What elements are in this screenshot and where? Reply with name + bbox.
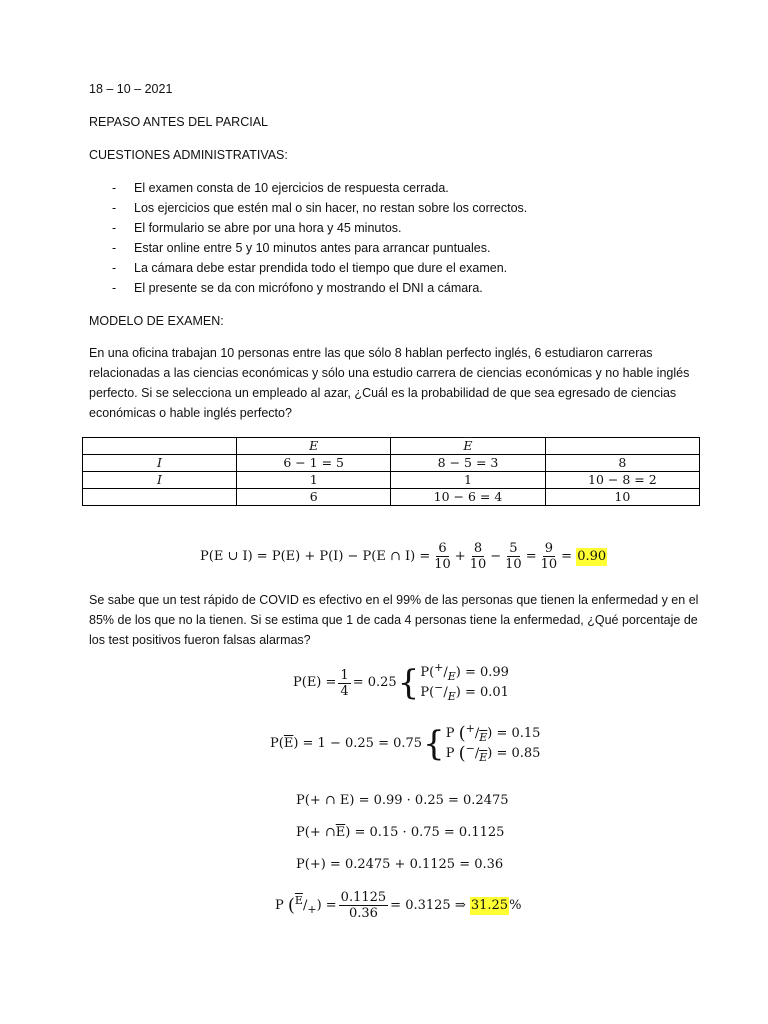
list-item	[112, 178, 527, 198]
bullet-list	[112, 178, 527, 298]
table-cell: $\overline{I}$	[83, 472, 237, 489]
formula-lhs: P(E ∪ I) = P(E) + P(I) − P(E ∩ I) =	[200, 548, 431, 564]
table-row	[83, 489, 700, 506]
fraction: $\frac{9}{10}$	[540, 541, 558, 572]
highlighted-result: 0.90	[577, 548, 607, 564]
heading-cuestiones: CUESTIONES ADMINISTRATIVAS:	[89, 148, 288, 162]
table-cell: I	[83, 455, 237, 472]
bullet-dash: -	[112, 241, 117, 255]
table-cell: 6	[237, 489, 391, 506]
document-date: 18 – 10 – 2021	[89, 82, 173, 96]
bullet-text: Los ejercicios que estén mal o sin hacer, no restan sobre los correctos.	[134, 201, 528, 215]
fraction: $\frac{6}{10}$	[434, 541, 451, 572]
formula-final: P ( $\overline{E}$ / + ) = $\frac{0.1125}{0.36}$ = 0.3125 ⇒ 31.25 %	[275, 890, 522, 921]
table-row	[83, 438, 700, 455]
list-item	[112, 238, 527, 258]
bullet-text: La cámara debe estar prendida todo el tiempo que dure el examen.	[134, 261, 508, 275]
highlighted-result: 31.25	[470, 897, 509, 913]
table-cell: 1	[391, 472, 545, 489]
table-cell	[83, 489, 237, 506]
contingency-table	[82, 437, 700, 506]
problem-2-text: Se sabe que un test rápido de COVID es efectivo en el 99% de las personas que tienen la enfermedad y en el 85% de los que no la tienen. Si se estima que 1 de cada 4 personas tiene la enfermedad, ¿Qué porcentaje de los test positivos fueron falsas alarmas?	[89, 593, 699, 647]
bullet-dash: -	[112, 221, 117, 235]
bullet-text: Estar online entre 5 y 10 minutos antes para arrancar puntuales.	[134, 241, 491, 255]
bullet-dash: -	[112, 181, 117, 195]
fraction: $\frac{8}{10}$	[469, 541, 487, 572]
conditional-cases: P ( + / $\overline{E}$ ) = 0.15 P ( − / $\overline{E}$ ) = 0.85	[445, 722, 541, 764]
formula-p-plus-and-not-e: P(+ ∩ $\overline{E}$ ) = 0.15 · 0.75 = 0.1125	[296, 825, 505, 840]
fraction: $\frac{1}{4}$	[340, 667, 349, 699]
table-cell: 10 − 6 = 4	[391, 489, 545, 506]
table-cell: $\overline{E}$	[391, 438, 545, 455]
fraction: $\frac{0.1125}{0.36}$	[340, 890, 387, 921]
table-row	[83, 472, 700, 489]
table-cell	[545, 438, 699, 455]
bullet-dash: -	[112, 281, 117, 295]
bullet-dash: -	[112, 201, 117, 215]
formula-p-not-e: P( $\overline{E}$ ) = 1 − 0.25 = 0.75 { P ( + / $\overline{E}$ ) = 0.15 P ( − / $\overline{E}$ ) = 0.85	[270, 722, 541, 764]
table-cell: 6 − 1 = 5	[237, 455, 391, 472]
list-item	[112, 198, 527, 218]
bullet-dash: -	[112, 261, 117, 275]
list-item	[112, 218, 527, 238]
bullet-text: El formulario se abre por una hora y 45 minutos.	[134, 221, 402, 235]
table-cell: 1	[237, 472, 391, 489]
formula-union: P(E ∪ I) = P(E) + P(I) − P(E ∩ I) = $\frac{6}{10}$ + $\frac{8}{10}$ − $\frac{5}{10}$ = $\frac{9}{10}$ = 0.90	[200, 541, 607, 572]
formula-p-plus: P(+) = 0.2475 + 0.1125 = 0.36	[296, 857, 504, 872]
formula-p-plus-and-e: P(+ ∩ E) = 0.99 · 0.25 = 0.2475	[296, 793, 509, 808]
list-item	[112, 278, 527, 298]
fraction: $\frac{5}{10}$	[505, 541, 522, 572]
table-cell	[83, 438, 237, 455]
formula-p-e: P(E) = $\frac{1}{4}$ = 0.25 { P ( + / E ) = 0.99 P ( − / E ) = 0.01	[293, 661, 509, 703]
heading-repaso: REPASO ANTES DEL PARCIAL	[89, 115, 268, 129]
table-row	[83, 455, 700, 472]
heading-modelo: MODELO DE EXAMEN:	[89, 314, 224, 328]
table-cell: E	[237, 438, 391, 455]
table-cell: 8	[545, 455, 699, 472]
table-cell: 8 − 5 = 3	[391, 455, 545, 472]
table-cell: 10 − 8 = 2	[545, 472, 699, 489]
brace: {	[397, 663, 420, 703]
table-cell: 10	[545, 489, 699, 506]
brace: {	[423, 724, 445, 764]
conditional-cases: P ( + / E ) = 0.99 P ( − / E ) = 0.01	[420, 661, 509, 703]
problem-1-text: En una oficina trabajan 10 personas entre las que sólo 8 hablan perfecto inglés, 6 estudiaron carreras relacionadas a las ciencias económicas y sólo una estudio carrera de ciencias económicas y no hable inglés perfecto. Si se selecciona un empleado al azar, ¿Cuál es la probabilidad de que sea egresado de ciencias económicas o hable inglés perfecto?	[89, 346, 690, 420]
list-item	[112, 258, 527, 278]
bullet-text: El examen consta de 10 ejercicios de respuesta cerrada.	[134, 181, 449, 195]
bullet-text: El presente se da con micrófono y mostrando el DNI a cámara.	[134, 281, 483, 295]
